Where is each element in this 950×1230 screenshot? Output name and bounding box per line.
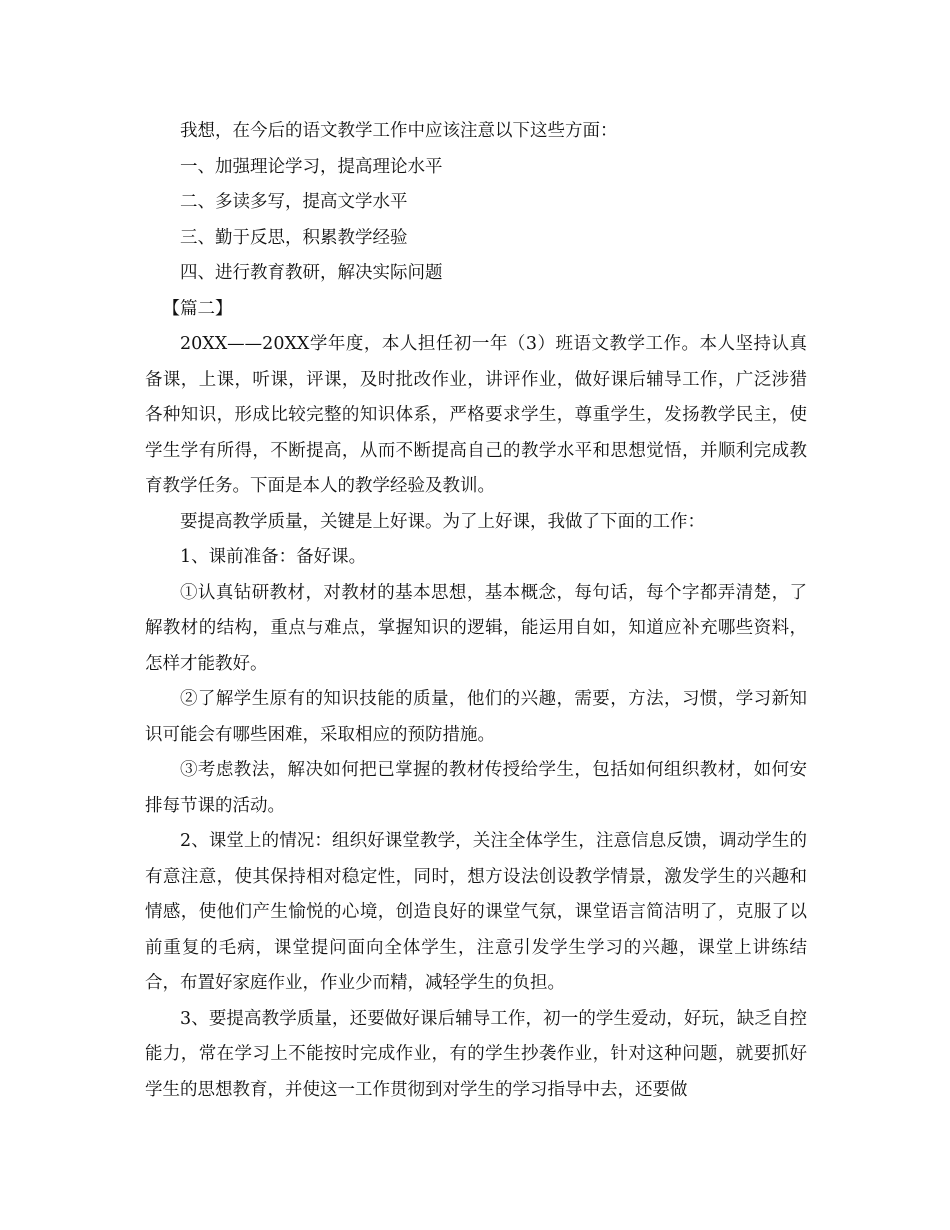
body-paragraph-point-3: ③考虑教法，解决如何把已掌握的教材传授给学生，包括如何组织教材，如何安排每节课的活动。 bbox=[145, 760, 807, 816]
list-item-3: 三、勤于反思，积累教学经验 bbox=[180, 227, 408, 248]
body-paragraph-point-1: ①认真钻研教材，对教材的基本思想，基本概念，每句话，每个字都弄清楚，了解教材的结构，重点与难点，掌握知识的逻辑，能运用自如，知道应补充哪些资料，怎样才能教好。 bbox=[145, 582, 807, 674]
list-item-4: 四、进行教育教研，解决实际问题 bbox=[180, 263, 443, 283]
body-paragraph-point-2: ②了解学生原有的知识技能的质量，他们的兴趣，需要，方法，习惯，学习新知识可能会有哪些困难，采取相应的预防措施。 bbox=[145, 689, 807, 745]
intro-paragraph: 我想，在今后的语文教学工作中应该注意以下这些方面： bbox=[180, 121, 618, 141]
subheading-preparation: 1、课前准备：备好课。 bbox=[180, 547, 367, 567]
body-paragraph-summary: 20XX——20XX学年度，本人担任初一年（3）班语文教学工作。本人坚持认真备课，上课，听课，评课，及时批改作业，讲评作业，做好课后辅导工作，广泛涉猎各种知识，形成比较完整的知识体系，严格要求学生，尊重学生，发扬教学民主，使学生学有所得，不断提高，从而不断提高自己的教学水平和思想觉悟，并顺利完成教育教学任务。下面是本人的教学经验及教训。 bbox=[145, 334, 807, 496]
body-paragraph-tutoring: 3、要提高教学质量，还要做好课后辅导工作，初一的学生爱动，好玩，缺乏自控能力，常在学习上不能按时完成作业，有的学生抄袭作业，针对这种问题，就要抓好学生的思想教育，并使这一工作贯彻到对学生的学习指导中去，还要做 bbox=[145, 1008, 807, 1100]
document-body bbox=[145, 114, 807, 1108]
section-heading: 【篇二】 bbox=[162, 298, 233, 319]
body-paragraph-quality: 要提高教学质量，关键是上好课。为了上好课，我做了下面的工作： bbox=[180, 511, 705, 532]
list-item-1: 一、加强理论学习，提高理论水平 bbox=[180, 156, 443, 177]
body-paragraph-classroom: 2、课堂上的情况：组织好课堂教学，关注全体学生，注意信息反馈，调动学生的有意注意，使其保持相对稳定性，同时，想方设法创设教学情景，激发学生的兴趣和情感，使他们产生愉悦的心境，创造良好的课堂气氛，课堂语言简洁明了，克服了以前重复的毛病，课堂提问面向全体学生，注意引发学生学习的兴趣，课堂上讲练结合，布置好家庭作业，作业少而精，减轻学生的负担。 bbox=[145, 831, 807, 993]
list-item-2: 二、多读多写，提高文学水平 bbox=[180, 192, 408, 212]
